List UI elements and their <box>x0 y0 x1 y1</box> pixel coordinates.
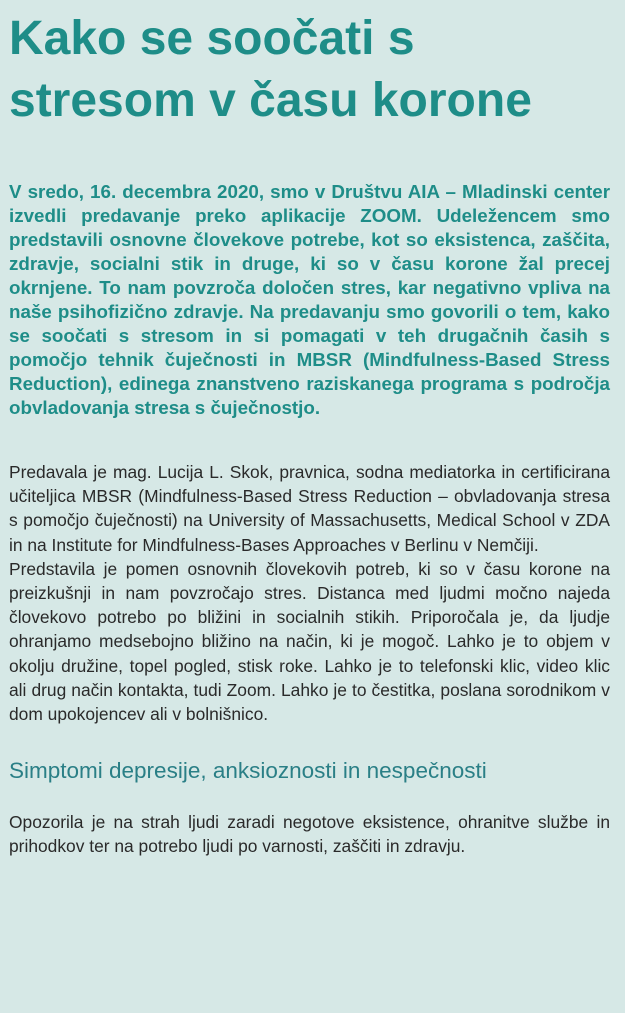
article-title: Kako se soočati s stresom v času korone <box>9 12 532 127</box>
article-paragraph-2: Predstavila je pomen osnovnih človekovih potreb, ki so v času korone na preizkušnji in nam povzročajo stres. Distanca med ljudmi močno najeda človekovo potrebo po bližini in socialnih stikih. Priporočala je, da ljudje ohranjamo medsebojno bližino na način, ki je mogoč. Lahko je to objem v okolju družine, topel pogled, stisk roke. Lahko je to telefonski klic, video klic ali drug način kontakta, tudi Zoom. Lahko je to čestitka, poslana sorodnikom v dom upokojencev ali v bolnišnico. <box>9 558 610 725</box>
section-subheading: Simptomi depresije, anksioznosti in nespečnosti <box>9 758 487 784</box>
article-paragraph-3: Opozorila je na strah ljudi zaradi negotove eksistence, ohranitve službe in prihodkov ter na potrebo ljudi po varnosti, zaščiti in zdravju. <box>9 812 610 857</box>
article-paragraph-1: Predavala je mag. Lucija L. Skok, pravnica, sodna mediatorka in certificirana učiteljica MBSR (Mindfulness-Based Stress Reduction – obvladovanja stresa s pomočjo čuječnosti) na University of Massachusetts, Medical School v ZDA in na Institute for Mindfulness-Bases Approaches v Berlinu v Nemčiji. <box>9 462 610 555</box>
article-lead: V sredo, 16. decembra 2020, smo v Društvu AIA – Mladinski center izvedli predavanje preko aplikacije ZOOM. Udeležencem smo predstavili osnovne človekove potrebe, kot so eksistenca, zaščita, zdravje, socialni stik in druge, ki so v času korone žal precej okrnjene. To nam povzroča določen stres, kar negativno vpliva na naše psihofizično zdravje. Na predavanju smo govorili o tem, kako se soočati s stresom in si pomagati v teh drugačnih časih s pomočjo tehnik čuječnosti in MBSR (Mindfulness-Based Stress Reduction), edinega znanstveno raziskanega programa s področja obvladovanja stresa s čuječnostjo. <box>9 181 610 418</box>
